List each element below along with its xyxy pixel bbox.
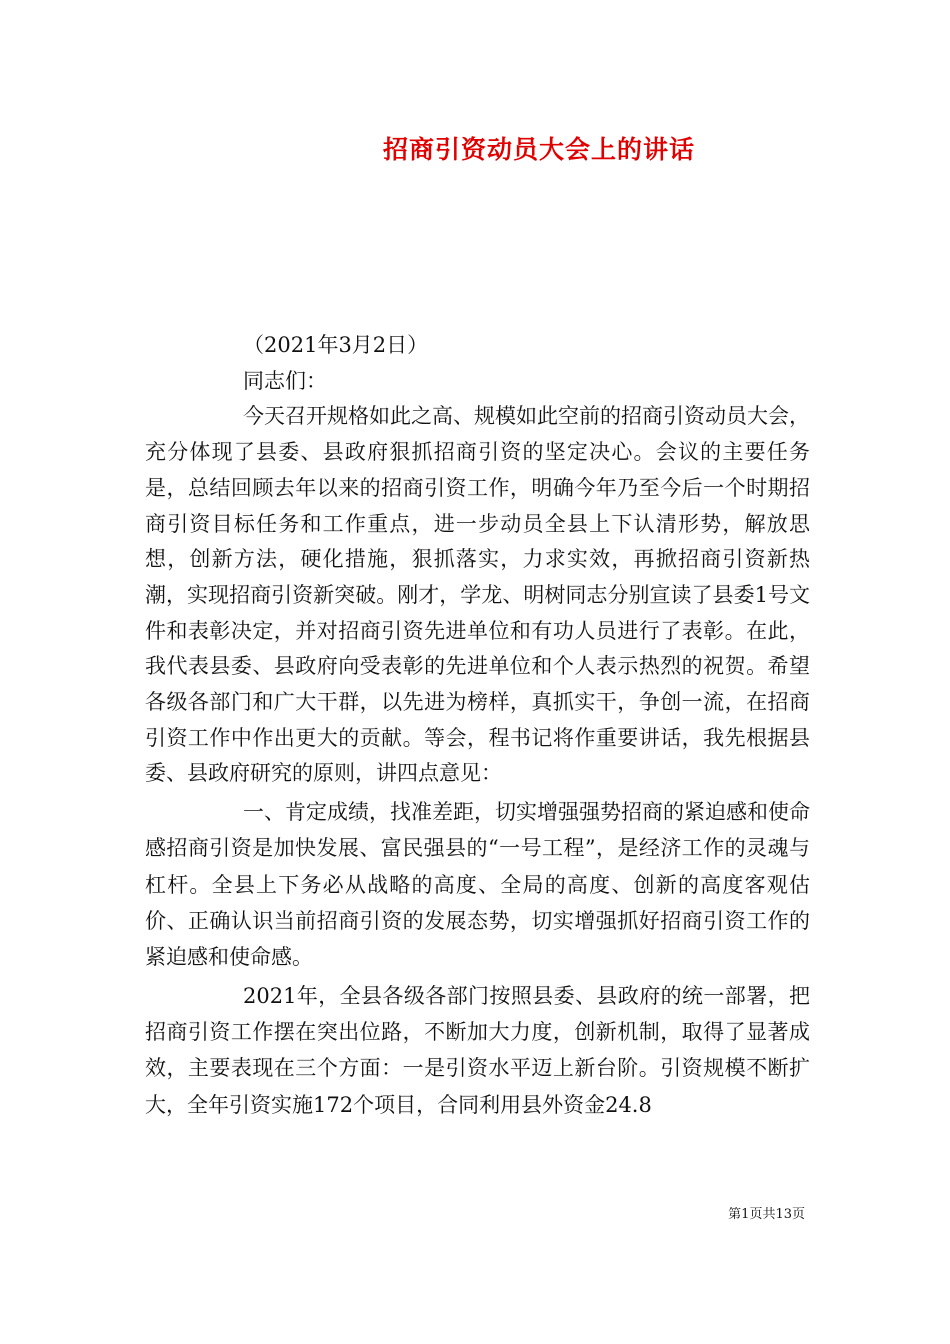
paragraph-intro: 今天召开规格如此之高、规模如此空前的招商引资动员大会，充分体现了县委、县政府狠抓招商引资的坚定决心。会议的主要任务是，总结回顾去年以来的招商引资工作，明确今年乃至今后一个时期招商引资目标任务和工作重点，进一步动员全县上下认清形势，解放思想，创新方法，硬化措施，狠抓落实，力求实效，再掀招商引资新热潮，实现招商引资新突破。刚才，学龙、明树同志分别宣读了县委1号文件和表彰决定，并对招商引资先进单位和有功人员进行了表彰。在此，我代表县委、县政府向受表彰的先进单位和个人表示热烈的祝贺。希望各级各部门和广大干群，以先进为榜样，真抓实干，争创一流，在招商引资工作中作出更大的贡献。等会，程书记将作重要讲话，我先根据县委、县政府研究的原则，讲四点意见： <box>145 404 810 786</box>
document-body <box>145 328 810 1123</box>
page-number: 第1页共13页 <box>728 1207 805 1222</box>
paragraph-section-one: 一、肯定成绩，找准差距，切实增强强势招商的紧迫感和使命感招商引资是加快发展、富民强县的“一号工程”，是经济工作的灵魂与杠杆。全县上下务必从战略的高度、全局的高度、创新的高度客观估价、正确认识当前招商引资的发展态势，切实增强抓好招商引资工作的紧迫感和使命感。 <box>145 800 810 970</box>
salutation: 同志们： <box>243 368 327 393</box>
paragraph-achievements: 2021年，全县各级各部门按照县委、县政府的统一部署，把招商引资工作摆在突出位路，不断加大力度，创新机制，取得了显著成效，主要表现在三个方面：一是引资水平迈上新台阶。引资规模不断扩大，全年引资实施172个项目，合同利用县外资金24.8 <box>145 983 810 1117</box>
speech-date: （2021年3月2日） <box>243 333 429 357</box>
document-title: 招商引资动员大会上的讲话 <box>382 135 695 164</box>
